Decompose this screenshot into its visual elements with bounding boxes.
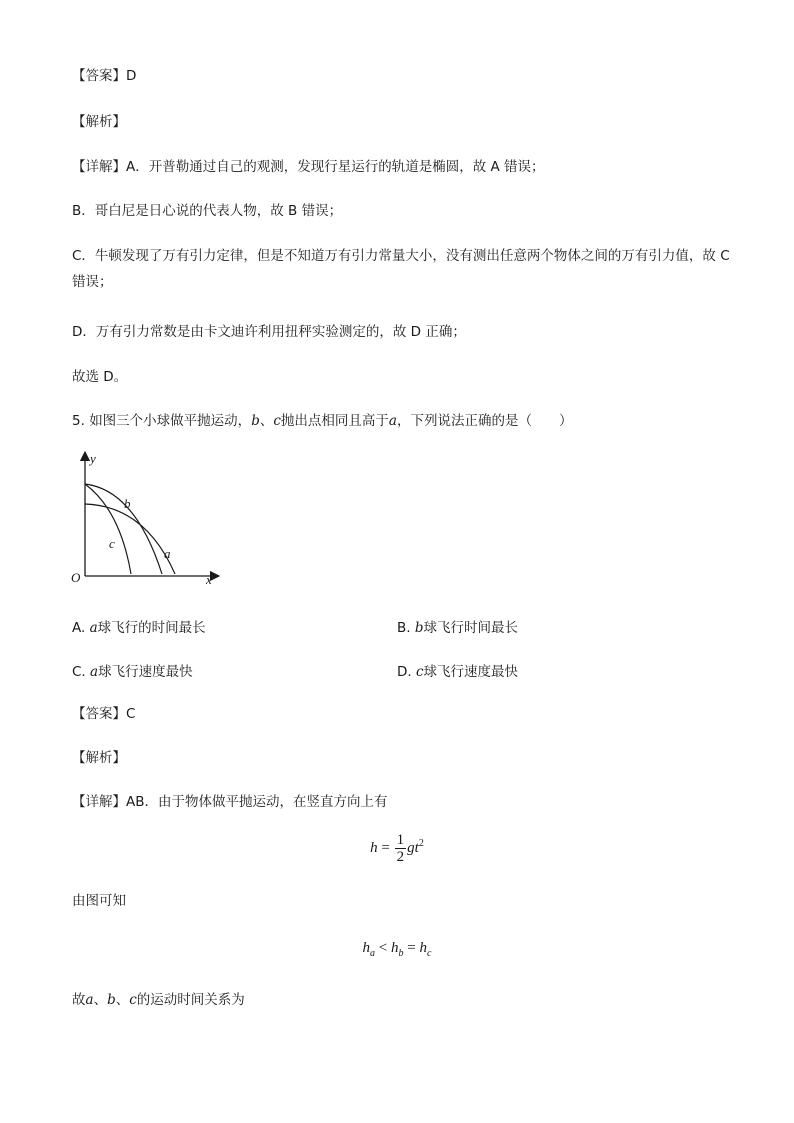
detail-label: 【详解】 — [72, 159, 126, 175]
detail-item-a: A．开普勒通过自己的观测，发现行星运行的轨道是椭圆，故 A 错误； — [126, 159, 545, 175]
from-figure-text: 由图可知 — [72, 893, 126, 909]
axis-x-label: x — [206, 572, 212, 587]
detail-item-c: C．牛顿发现了万有引力定律，但是不知道万有引力常量大小，没有测出任意两个物体之间的万有引力值，故 C 错误； — [72, 248, 730, 290]
option-c[interactable]: C. a球飞行速度最快 — [72, 664, 193, 680]
question-number: 5. — [72, 413, 85, 429]
trajectory-figure — [65, 450, 230, 590]
formula-free-fall: h = $\frac{1}{2}$ $gt^2$ — [370, 832, 424, 865]
option-a[interactable]: A. a球飞行的时间最长 — [72, 620, 206, 636]
analysis-label-q5: 【解析】 — [72, 750, 126, 766]
conclusion-prev: 故选 D。 — [72, 369, 128, 385]
origin-label: O — [71, 570, 81, 585]
detail-line-ab: 【详解】AB．由于物体做平抛运动，在竖直方向上有 — [72, 794, 388, 810]
curve-label-a: a — [164, 546, 171, 561]
option-d[interactable]: D. c球飞行速度最快 — [397, 664, 519, 680]
option-b[interactable]: B. b球飞行时间最长 — [397, 620, 519, 636]
formula-height-relation: $h_a < h_b = h_c$ — [362, 940, 432, 959]
detail-line-a — [72, 158, 545, 176]
answer-value: C — [126, 706, 136, 722]
answer-label: 【答案】 — [72, 706, 126, 722]
analysis-label-prev: 【解析】 — [72, 114, 126, 130]
time-relation-text: 故a、b、c的运动时间关系为 — [72, 992, 245, 1008]
detail-item-b: B．哥白尼是日心说的代表人物，故 B 错误； — [72, 203, 343, 219]
detail-item-d: D．万有引力常数是由卡文迪许利用扭秤实验测定的，故 D 正确； — [72, 324, 466, 340]
fraction-half: $\frac{1}{2}$ — [396, 832, 405, 865]
curve-label-b: b — [124, 496, 131, 511]
answer-value: D — [126, 68, 137, 84]
trajectory-a — [85, 504, 175, 574]
answer-line-q5 — [72, 705, 135, 723]
curve-label-c: c — [109, 536, 115, 551]
answer-label: 【答案】 — [72, 68, 126, 84]
detail-label: 【详解】 — [72, 794, 126, 810]
axis-y-label: y — [90, 451, 96, 466]
answer-line-prev — [72, 67, 136, 85]
question-5-stem: 5. 如图三个小球做平抛运动，b、c抛出点相同且高于a，下列说法正确的是（ ） — [72, 413, 573, 429]
